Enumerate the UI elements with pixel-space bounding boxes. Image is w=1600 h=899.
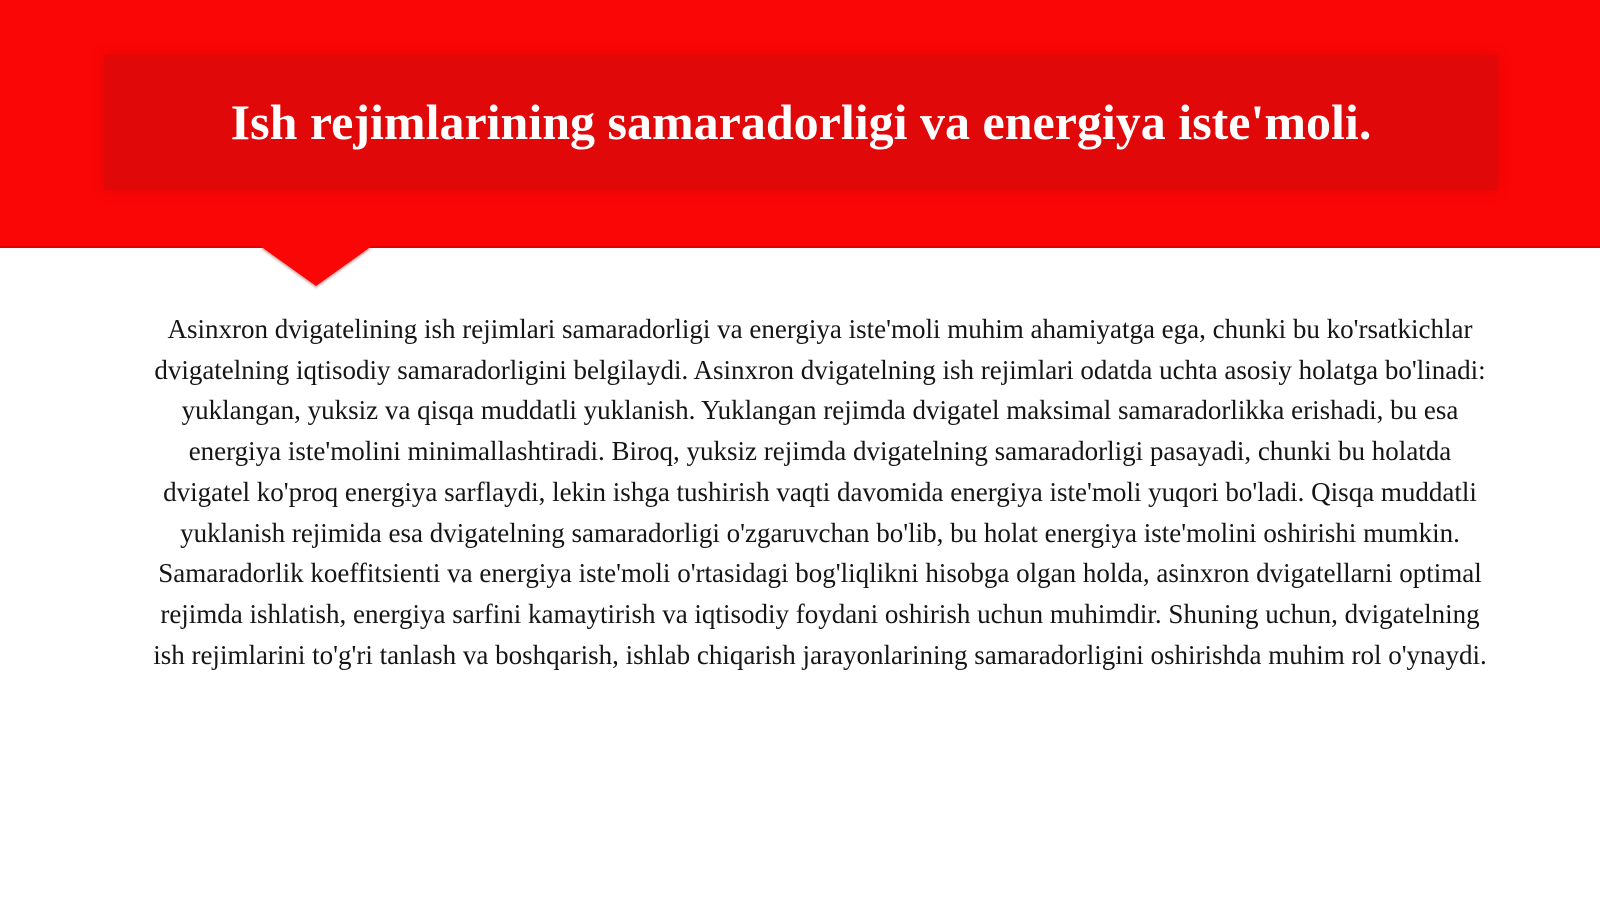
header-pointer	[260, 246, 372, 286]
title-box	[104, 55, 1498, 190]
slide-body-text: Asinxron dvigatelining ish rejimlari samaradorligi va energiya iste'moli muhim ahamiyatga ega, chunki bu ko'rsatkichlar dvigatelning iqtisodiy samaradorligini belgilaydi. Asinxron dvigatelning ish rejimlari odatda uchta asosiy holatga bo'linadi: yuklangan, yuksiz va qisqa muddatli yuklanish. Yuklangan rejimda dvigatel maksimal samaradorlikka erishadi, bu esa energiya iste'molini minimallashtiradi. Biroq, yuksiz rejimda dvigatelning samaradorligi pasayadi, chunki bu holatda dvigatel ko'proq energiya sarflaydi, lekin ishga tushirish vaqti davomida energiya iste'moli yuqori bo'ladi. Qisqa muddatli yuklanish rejimida esa dvigatelning samaradorligi o'zgaruvchan bo'lib, bu holat energiya iste'molini oshirishi mumkin. Samaradorlik koeffitsienti va energiya iste'moli o'rtasidagi bog'liqlikni hisobga olgan holda, asinxron dvigatellarni optimal rejimda ishlatish, energiya sarfini kamaytirish va iqtisodiy foydani oshirish uchun muhimdir. Shuning uchun, dvigatelning ish rejimlarini to'g'ri tanlash va boshqarish, ishlab chiqarish jarayonlarining samaradorligini oshirishda muhim rol o'ynaydi.	[153, 314, 1487, 670]
slide-title: Ish rejimlarining samaradorligi va energiya iste'moli.	[230, 94, 1372, 150]
